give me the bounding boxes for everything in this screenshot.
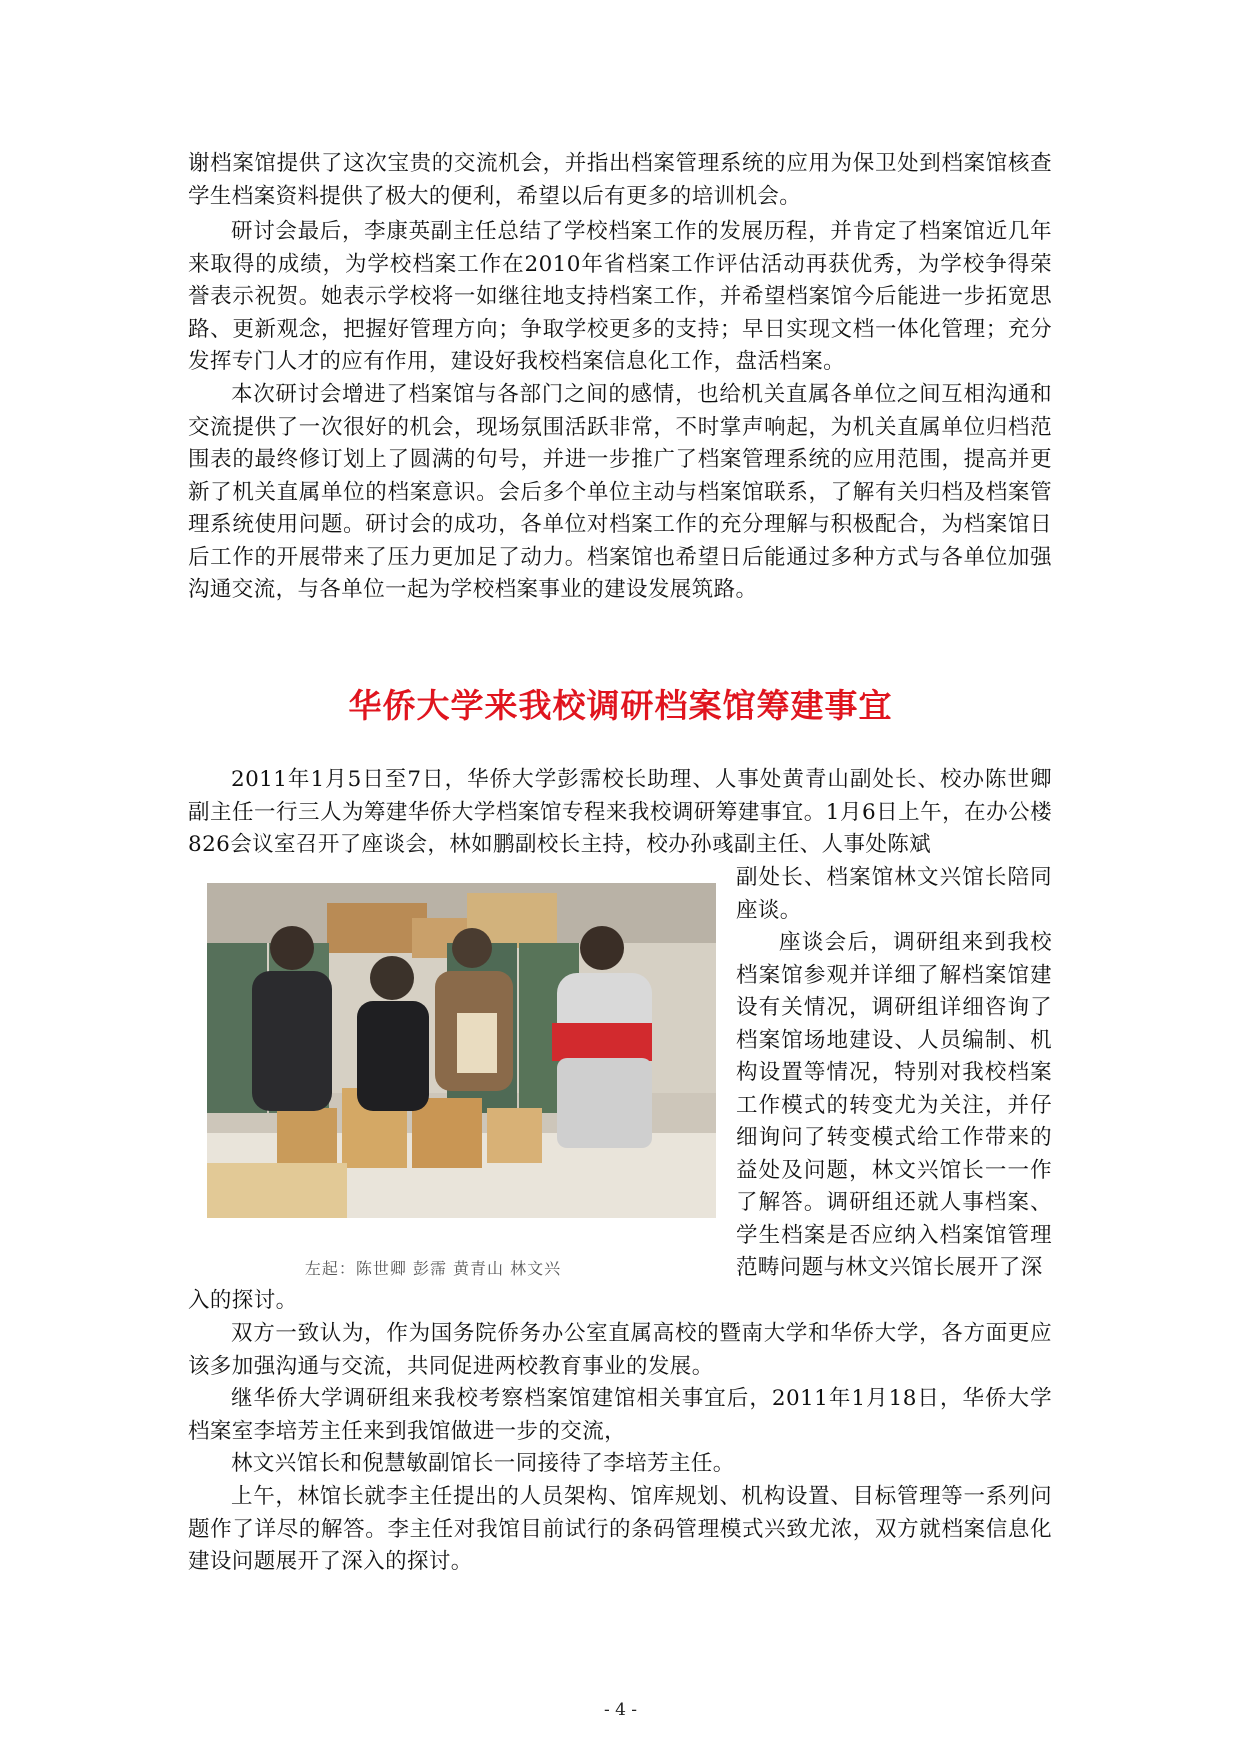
photo-caption: 左起：陈世卿 彭霈 黄青山 林文兴 [304, 1259, 562, 1278]
paragraph-continuation: 谢档案馆提供了这次宝贵的交流机会，并指出档案管理系统的应用为保卫处到档案馆核查学生档案资料提供了极大的便利，希望以后有更多的培训机会。 [188, 151, 1052, 209]
paragraph-followup-visit: 继华侨大学调研组来我校考察档案馆建馆相关事宜后，2011年1月18日，华侨大学档案室李培芳主任来到我馆做进一步的交流， [188, 1386, 1052, 1444]
page-number: - 4 - [603, 1700, 638, 1720]
paragraph-seminar-outcome: 本次研讨会增进了档案馆与各部门之间的感情，也给机关直属各单位之间互相沟通和交流提供了一次很好的机会，现场氛围活跃非常，不时掌声响起，为机关直属单位归档范围表的最终修订划上了圆满的句号，并进一步推广了档案管理系统的应用范围，提高并更新了机关直属单位的档案意识。会后多个单位主动与档案馆联系，了解有关归档及档案管理系统使用问题。研讨会的成功，各单位对档案工作的充分理解与积极配合，为档案馆日后工作的开展带来了压力更加足了动力。档案馆也希望日后能通过多种方式与各单位加强沟通交流，与各单位一起为学校档案事业的建设发展筑路。 [188, 382, 1052, 602]
paragraph-article-intro: 2011年1月5日至7日，华侨大学彭霈校长助理、人事处黄青山副处长、校办陈世卿副主任一行三人为筹建华侨大学档案馆专程来我校调研筹建事宜。1月6日上午，在办公楼826会议室召开了座谈会，林如鹏副校长主持，校办孙彧副主任、人事处陈斌 [188, 767, 1052, 857]
meeting-photo [207, 883, 716, 1218]
paragraph-reception: 林文兴馆长和倪慧敏副馆长一同接待了李培芳主任。 [231, 1451, 735, 1476]
paragraph-side-escort: 副处长、档案馆林文兴馆长陪同座谈。 [736, 865, 1052, 923]
paragraph-side-visit: 座谈会后，调研组来到我校档案馆参观并详细了解档案馆建设有关情况，调研组详细咨询了档案馆场地建设、人员编制、机构设置等情况，特别对我校档案工作模式的转变尤为关注，并仔细询问了转变模式给工作带来的益处及问题，林文兴馆长一一作了解答。调研组还就人事档案、学生档案是否应纳入档案馆管理范畴问题与林文兴馆长展开了深 [736, 930, 1052, 1280]
meeting-photo-illustration [207, 883, 716, 1218]
paragraph-seminar-summary: 研讨会最后，李康英副主任总结了学校档案工作的发展历程，并肯定了档案馆近几年来取得的成绩，为学校档案工作在2010年省档案工作评估活动再获优秀，为学校争得荣誉表示祝贺。她表示学校将一如继往地支持档案工作，并希望档案馆今后能进一步拓宽思路、更新观念，把握好管理方向；争取学校更多的支持；早日实现文档一体化管理；充分发挥专门人才的应有作用，建设好我校档案信息化工作，盘活档案。 [188, 219, 1052, 374]
article-title: 华侨大学来我校调研档案馆筹建事宜 [348, 686, 893, 725]
paragraph-side-end: 入的探讨。 [188, 1288, 298, 1313]
paragraph-morning-discussion: 上午，林馆长就李主任提出的人员架构、馆库规划、机构设置、目标管理等一系列问题作了详尽的解答。李主任对我馆目前试行的条码管理模式兴致尤浓，双方就档案信息化建设问题展开了深入的探讨。 [188, 1484, 1052, 1574]
paragraph-consensus: 双方一致认为，作为国务院侨务办公室直属高校的暨南大学和华侨大学，各方面更应该多加强沟通与交流，共同促进两校教育事业的发展。 [188, 1321, 1052, 1379]
